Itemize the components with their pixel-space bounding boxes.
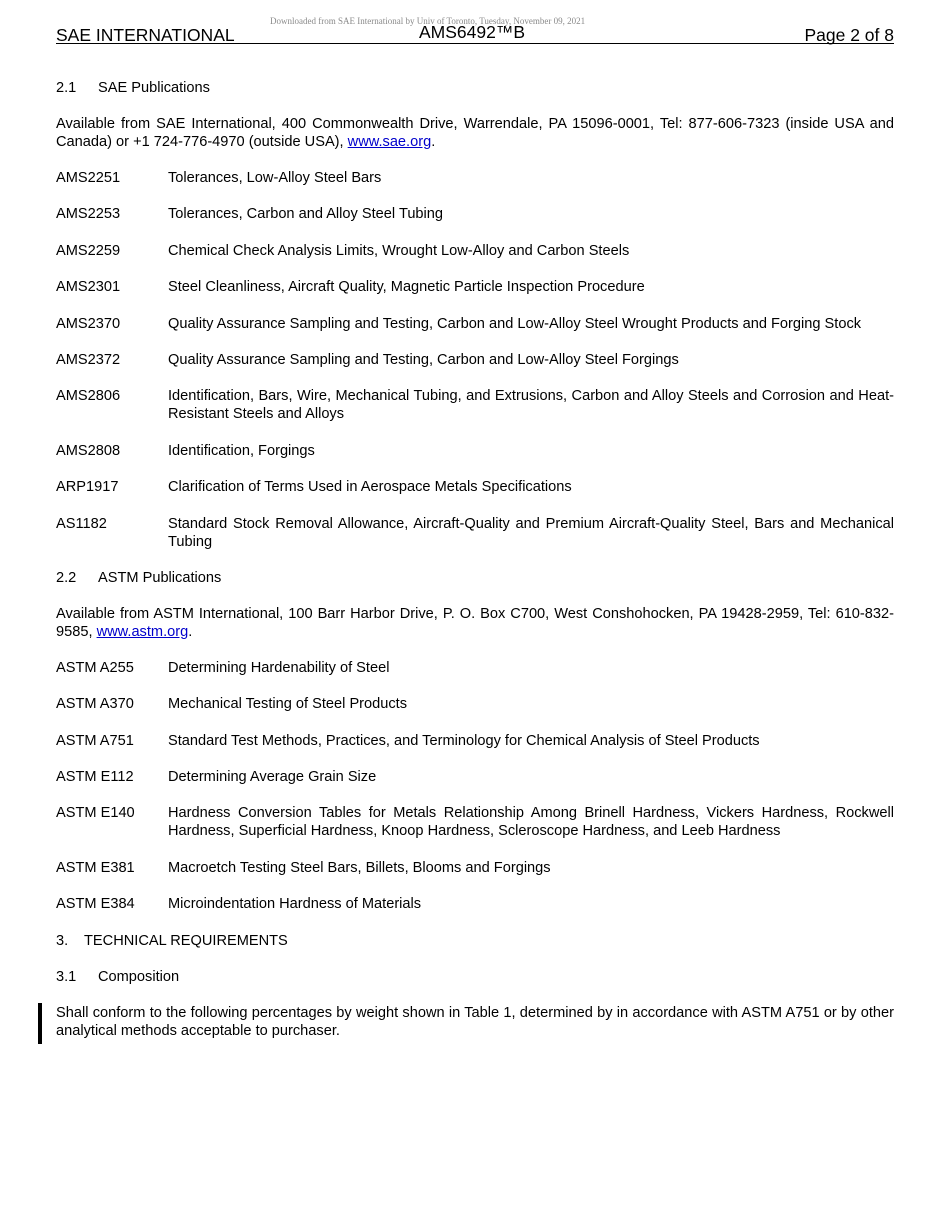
header-organization: SAE INTERNATIONAL bbox=[56, 25, 235, 45]
reference-title: Macroetch Testing Steel Bars, Billets, Blooms and Forgings bbox=[168, 859, 551, 876]
reference-code: AMS2370 bbox=[56, 315, 121, 332]
section-3-1-heading bbox=[56, 968, 894, 986]
reference-code: AMS2259 bbox=[56, 242, 121, 259]
reference-code: AMS2253 bbox=[56, 206, 121, 223]
reference-item bbox=[56, 205, 894, 223]
reference-item bbox=[56, 242, 894, 260]
reference-code: ASTM E381 bbox=[56, 859, 135, 876]
reference-title: Clarification of Terms Used in Aerospace Metals Specifications bbox=[168, 479, 572, 496]
reference-item bbox=[56, 387, 894, 423]
reference-title: Quality Assurance Sampling and Testing, Carbon and Low-Alloy Steel Forgings bbox=[168, 351, 679, 368]
reference-code: ASTM E384 bbox=[56, 896, 135, 913]
section-2-1-heading bbox=[56, 79, 894, 97]
reference-item bbox=[56, 442, 894, 460]
reference-item bbox=[56, 768, 894, 786]
page-header bbox=[56, 23, 894, 44]
reference-code: AMS2372 bbox=[56, 351, 121, 368]
reference-title: Identification, Bars, Wire, Mechanical Tubing, and Extrusions, Carbon and Alloy Steels and Corrosion and Heat-Resistant Steels and Alloys bbox=[168, 388, 894, 423]
reference-code: ASTM A751 bbox=[56, 732, 134, 749]
reference-code: ARP1917 bbox=[56, 479, 119, 496]
header-document-number: AMS6492™B bbox=[419, 22, 526, 42]
reference-code: AMS2806 bbox=[56, 388, 121, 405]
section-title: SAE Publications bbox=[98, 80, 210, 96]
reference-item bbox=[56, 659, 894, 677]
reference-title: Microindentation Hardness of Materials bbox=[168, 896, 422, 913]
reference-title: Steel Cleanliness, Aircraft Quality, Magnetic Particle Inspection Procedure bbox=[168, 279, 645, 296]
section-number: 3. bbox=[56, 932, 69, 949]
reference-item bbox=[56, 804, 894, 840]
reference-code: ASTM A255 bbox=[56, 659, 134, 676]
section-title: TECHNICAL REQUIREMENTS bbox=[84, 932, 288, 949]
period: . bbox=[188, 623, 193, 640]
reference-item bbox=[56, 315, 894, 333]
reference-title: Chemical Check Analysis Limits, Wrought Low-Alloy and Carbon Steels bbox=[168, 242, 630, 259]
reference-item bbox=[56, 278, 894, 296]
astm-reference-list bbox=[56, 659, 894, 913]
reference-code: AS1182 bbox=[56, 515, 107, 532]
reference-title: Quality Assurance Sampling and Testing, Carbon and Low-Alloy Steel Wrought Products and Forging Stock bbox=[168, 315, 862, 332]
section-number: 2.1 bbox=[56, 80, 77, 96]
reference-code: ASTM A370 bbox=[56, 696, 134, 713]
reference-title: Mechanical Testing of Steel Products bbox=[168, 696, 408, 713]
reference-item bbox=[56, 732, 894, 750]
reference-item bbox=[56, 169, 894, 187]
section-title: Composition bbox=[98, 968, 180, 985]
availability-text: Available from SAE International, 400 Commonwealth Drive, Warrendale, PA 15096-0001, Tel: 877-606-7323 (inside USA and Canada) or +1 724-776-4970 (outside USA), bbox=[56, 116, 894, 150]
reference-code: ASTM E112 bbox=[56, 769, 134, 786]
availability-text: Available from ASTM International, 100 Barr Harbor Drive, P. O. Box C700, West Conshohocken, PA 19428-2959, Tel: 610-832-9585, bbox=[56, 605, 894, 640]
composition-paragraph: Shall conform to the following percentages by weight shown in Table 1, determined by in accordance with ASTM A751 or by other analytical methods acceptable to purchaser. bbox=[56, 1004, 894, 1039]
reference-title: Standard Stock Removal Allowance, Aircraft-Quality and Premium Aircraft-Quality Steel, Bars and Mechanical Tubing bbox=[168, 515, 894, 550]
section-title: ASTM Publications bbox=[98, 569, 222, 586]
reference-item bbox=[56, 515, 894, 551]
reference-code: AMS2251 bbox=[56, 170, 121, 186]
reference-code: AMS2301 bbox=[56, 279, 121, 296]
reference-title: Hardness Conversion Tables for Metals Relationship Among Brinell Hardness, Vickers Hardness, Rockwell Hardness, Superficial Hardness, Knoop Hardness, Scleroscope Hardness, and Leeb Hardness bbox=[168, 805, 894, 840]
reference-title: Determining Average Grain Size bbox=[168, 769, 377, 786]
sae-reference-list bbox=[56, 169, 894, 551]
reference-item bbox=[56, 695, 894, 713]
sae-website-link[interactable]: www.sae.org bbox=[347, 134, 432, 150]
reference-item bbox=[56, 895, 894, 913]
reference-title: Determining Hardenability of Steel bbox=[168, 659, 390, 676]
reference-item bbox=[56, 478, 894, 496]
reference-title: Tolerances, Carbon and Alloy Steel Tubing bbox=[168, 206, 444, 223]
reference-code: AMS2808 bbox=[56, 442, 121, 459]
header-page-number: Page 2 of 8 bbox=[804, 25, 894, 45]
document-body bbox=[56, 79, 894, 1058]
section-number: 3.1 bbox=[56, 968, 77, 985]
period: . bbox=[431, 134, 436, 150]
reference-title: Tolerances, Low-Alloy Steel Bars bbox=[168, 170, 382, 186]
reference-item bbox=[56, 859, 894, 877]
sae-availability-paragraph bbox=[56, 115, 894, 151]
revision-change-bar bbox=[38, 1003, 42, 1044]
section-3-heading bbox=[56, 932, 894, 950]
astm-availability-paragraph bbox=[56, 605, 894, 641]
reference-title: Identification, Forgings bbox=[168, 442, 315, 459]
reference-item bbox=[56, 351, 894, 369]
astm-website-link[interactable]: www.astm.org bbox=[96, 623, 189, 640]
section-2-2-heading bbox=[56, 569, 894, 587]
section-number: 2.2 bbox=[56, 569, 77, 586]
download-watermark: Downloaded from SAE International by Univ of Toronto, Tuesday, November 09, 2021 bbox=[270, 16, 586, 26]
reference-code: ASTM E140 bbox=[56, 805, 135, 822]
reference-title: Standard Test Methods, Practices, and Terminology for Chemical Analysis of Steel Products bbox=[168, 732, 760, 749]
